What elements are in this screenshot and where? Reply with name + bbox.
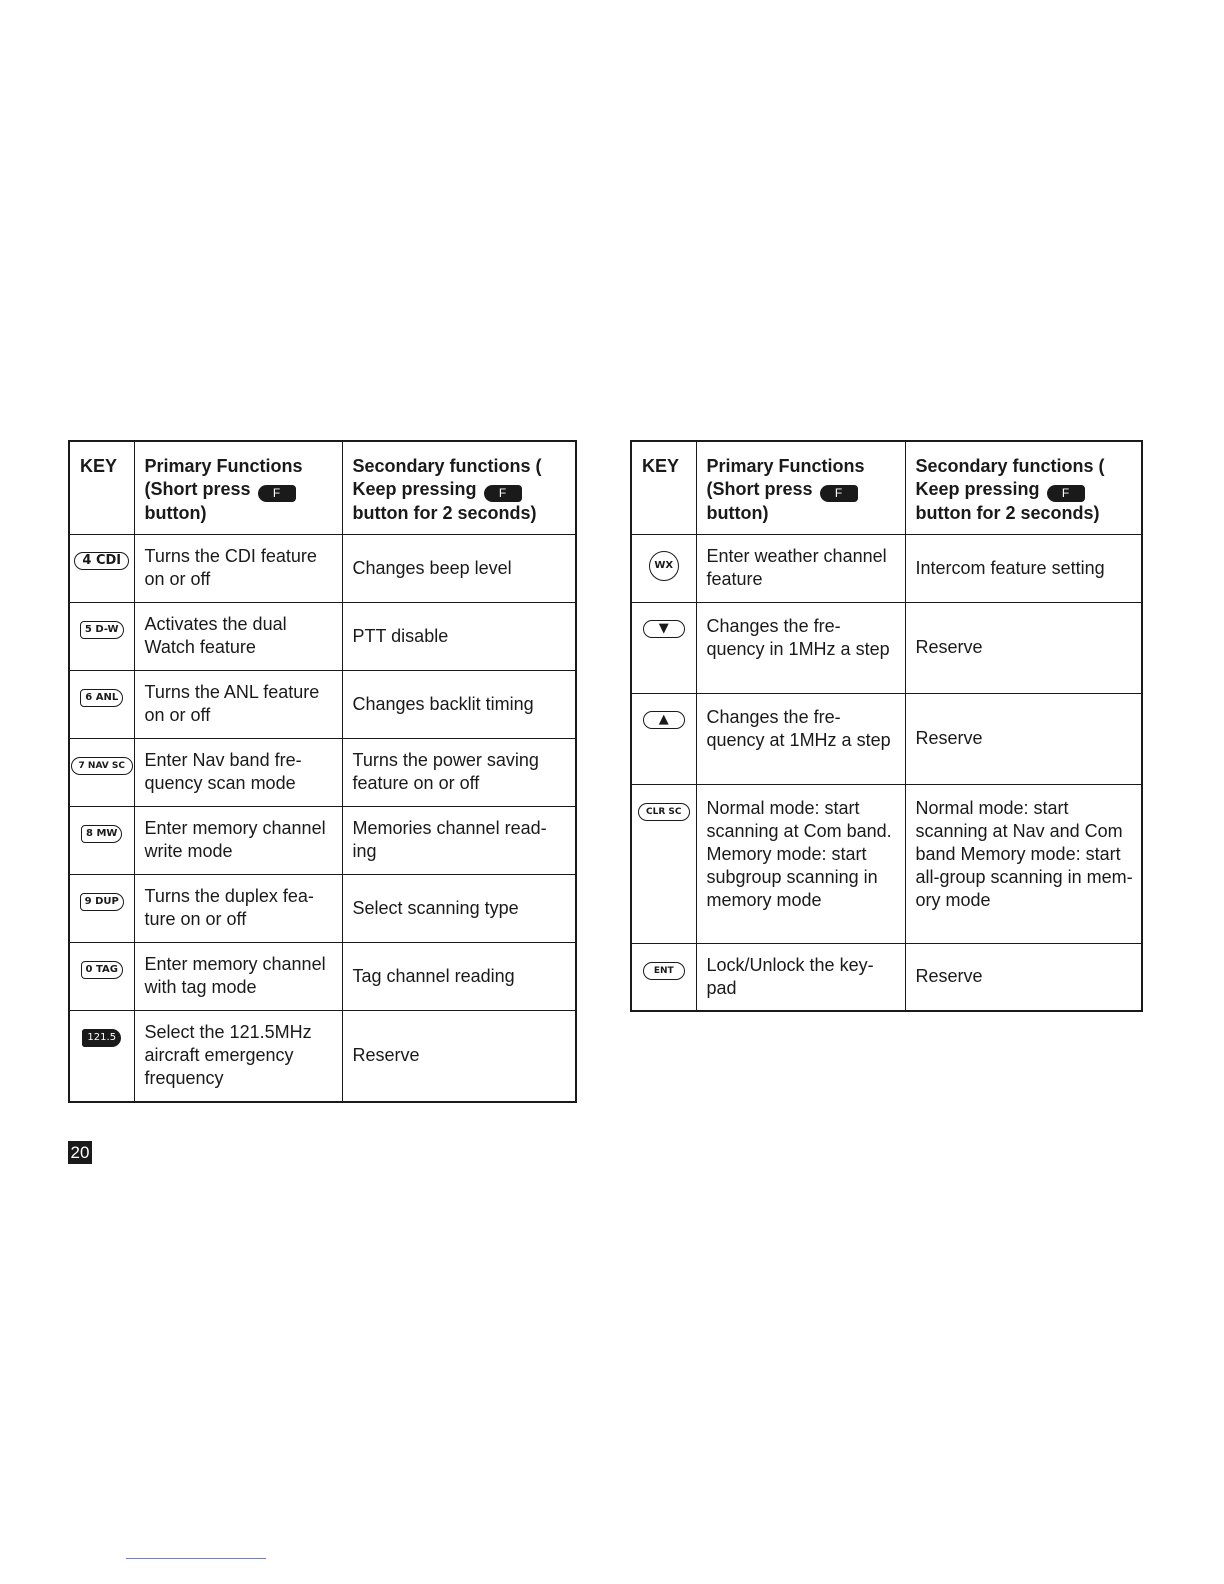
key-121-5-emergency-icon: 121.5 bbox=[82, 1029, 121, 1047]
key-column-header: KEY bbox=[69, 441, 134, 534]
primary-function-cell: Changes the fre-quency in 1MHz a step bbox=[696, 602, 905, 693]
primary-function-cell: Select the 121.5MHz aircraft emergency frequency bbox=[134, 1010, 342, 1102]
footer-line bbox=[126, 1558, 266, 1559]
secondary-function-cell: Memories channel read-ing bbox=[342, 806, 576, 874]
key-6-anl-icon: 6 ANL bbox=[80, 689, 123, 707]
table-row bbox=[69, 942, 576, 1010]
secondary-function-cell: Reserve bbox=[905, 602, 1142, 693]
primary-function-cell: Turns the ANL feature on or off bbox=[134, 670, 342, 738]
key-9-dup-icon: 9 DUP bbox=[80, 893, 124, 911]
key-0-tag-icon: 0 TAG bbox=[81, 961, 123, 979]
table-row bbox=[69, 534, 576, 602]
key-8-mw-icon: 8 MW bbox=[81, 825, 122, 843]
f-key-icon: F bbox=[484, 485, 522, 502]
key-4-cdi-icon: 4 CDI bbox=[74, 552, 129, 570]
table-row bbox=[631, 943, 1142, 1011]
table-row bbox=[69, 738, 576, 806]
table-row bbox=[631, 602, 1142, 693]
secondary-function-cell: Reserve bbox=[905, 943, 1142, 1011]
table-row bbox=[69, 806, 576, 874]
table-row bbox=[69, 602, 576, 670]
primary-function-cell: Changes the fre-quency at 1MHz a step bbox=[696, 693, 905, 784]
secondary-function-cell: Changes backlit timing bbox=[342, 670, 576, 738]
table-row bbox=[69, 874, 576, 942]
table-row bbox=[631, 693, 1142, 784]
primary-function-cell: Turns the CDI feature on or off bbox=[134, 534, 342, 602]
f-key-icon: F bbox=[258, 485, 296, 502]
secondary-function-cell: Turns the power saving feature on or off bbox=[342, 738, 576, 806]
down-arrow-key-icon: ▼ bbox=[643, 620, 685, 638]
secondary-function-cell: Tag channel reading bbox=[342, 942, 576, 1010]
key-column-header: KEY bbox=[631, 441, 696, 534]
secondary-function-cell: Reserve bbox=[905, 693, 1142, 784]
primary-function-cell: Enter memory channel with tag mode bbox=[134, 942, 342, 1010]
table-row bbox=[69, 1010, 576, 1102]
primary-function-cell: Turns the duplex fea-ture on or off bbox=[134, 874, 342, 942]
table-row bbox=[631, 534, 1142, 602]
right-key-table bbox=[630, 440, 1143, 1012]
secondary-function-cell: Select scanning type bbox=[342, 874, 576, 942]
table-row bbox=[631, 784, 1142, 943]
clr-scan-key-icon: CLR SC bbox=[638, 803, 690, 821]
secondary-column-header: Secondary functions ( Keep pressing F button for 2 seconds) bbox=[905, 441, 1142, 534]
table-header-row bbox=[69, 441, 576, 534]
primary-function-cell: Enter memory channel write mode bbox=[134, 806, 342, 874]
secondary-column-header: Secondary functions ( Keep pressing F button for 2 seconds) bbox=[342, 441, 576, 534]
primary-function-cell: Normal mode: start scanning at Com band. Memory mode: start subgroup scanning in memory mode bbox=[696, 784, 905, 943]
primary-column-header: Primary Functions (Short press F button) bbox=[696, 441, 905, 534]
f-key-icon: F bbox=[820, 485, 858, 502]
weather-key-icon: WX bbox=[649, 551, 679, 581]
key-7-nav-sc-icon: 7 NAV SC bbox=[71, 757, 133, 775]
up-arrow-key-icon: ▲ bbox=[643, 711, 685, 729]
table-row bbox=[69, 670, 576, 738]
left-key-table bbox=[68, 440, 577, 1103]
table-header-row bbox=[631, 441, 1142, 534]
primary-function-cell: Enter Nav band fre-quency scan mode bbox=[134, 738, 342, 806]
primary-function-cell: Lock/Unlock the key-pad bbox=[696, 943, 905, 1011]
primary-column-header: Primary Functions (Short press F button) bbox=[134, 441, 342, 534]
secondary-function-cell: PTT disable bbox=[342, 602, 576, 670]
f-key-icon: F bbox=[1047, 485, 1085, 502]
page-number: 20 bbox=[68, 1141, 92, 1164]
secondary-function-cell: Reserve bbox=[342, 1010, 576, 1102]
primary-function-cell: Enter weather channel feature bbox=[696, 534, 905, 602]
key-5-dw-icon: 5 D-W bbox=[80, 621, 124, 639]
secondary-function-cell: Changes beep level bbox=[342, 534, 576, 602]
secondary-function-cell: Normal mode: start scanning at Nav and Com band Memory mode: start all-group scanning in mem-ory mode bbox=[905, 784, 1142, 943]
secondary-function-cell: Intercom feature setting bbox=[905, 534, 1142, 602]
ent-lock-key-icon: ENT bbox=[643, 962, 685, 980]
primary-function-cell: Activates the dual Watch feature bbox=[134, 602, 342, 670]
